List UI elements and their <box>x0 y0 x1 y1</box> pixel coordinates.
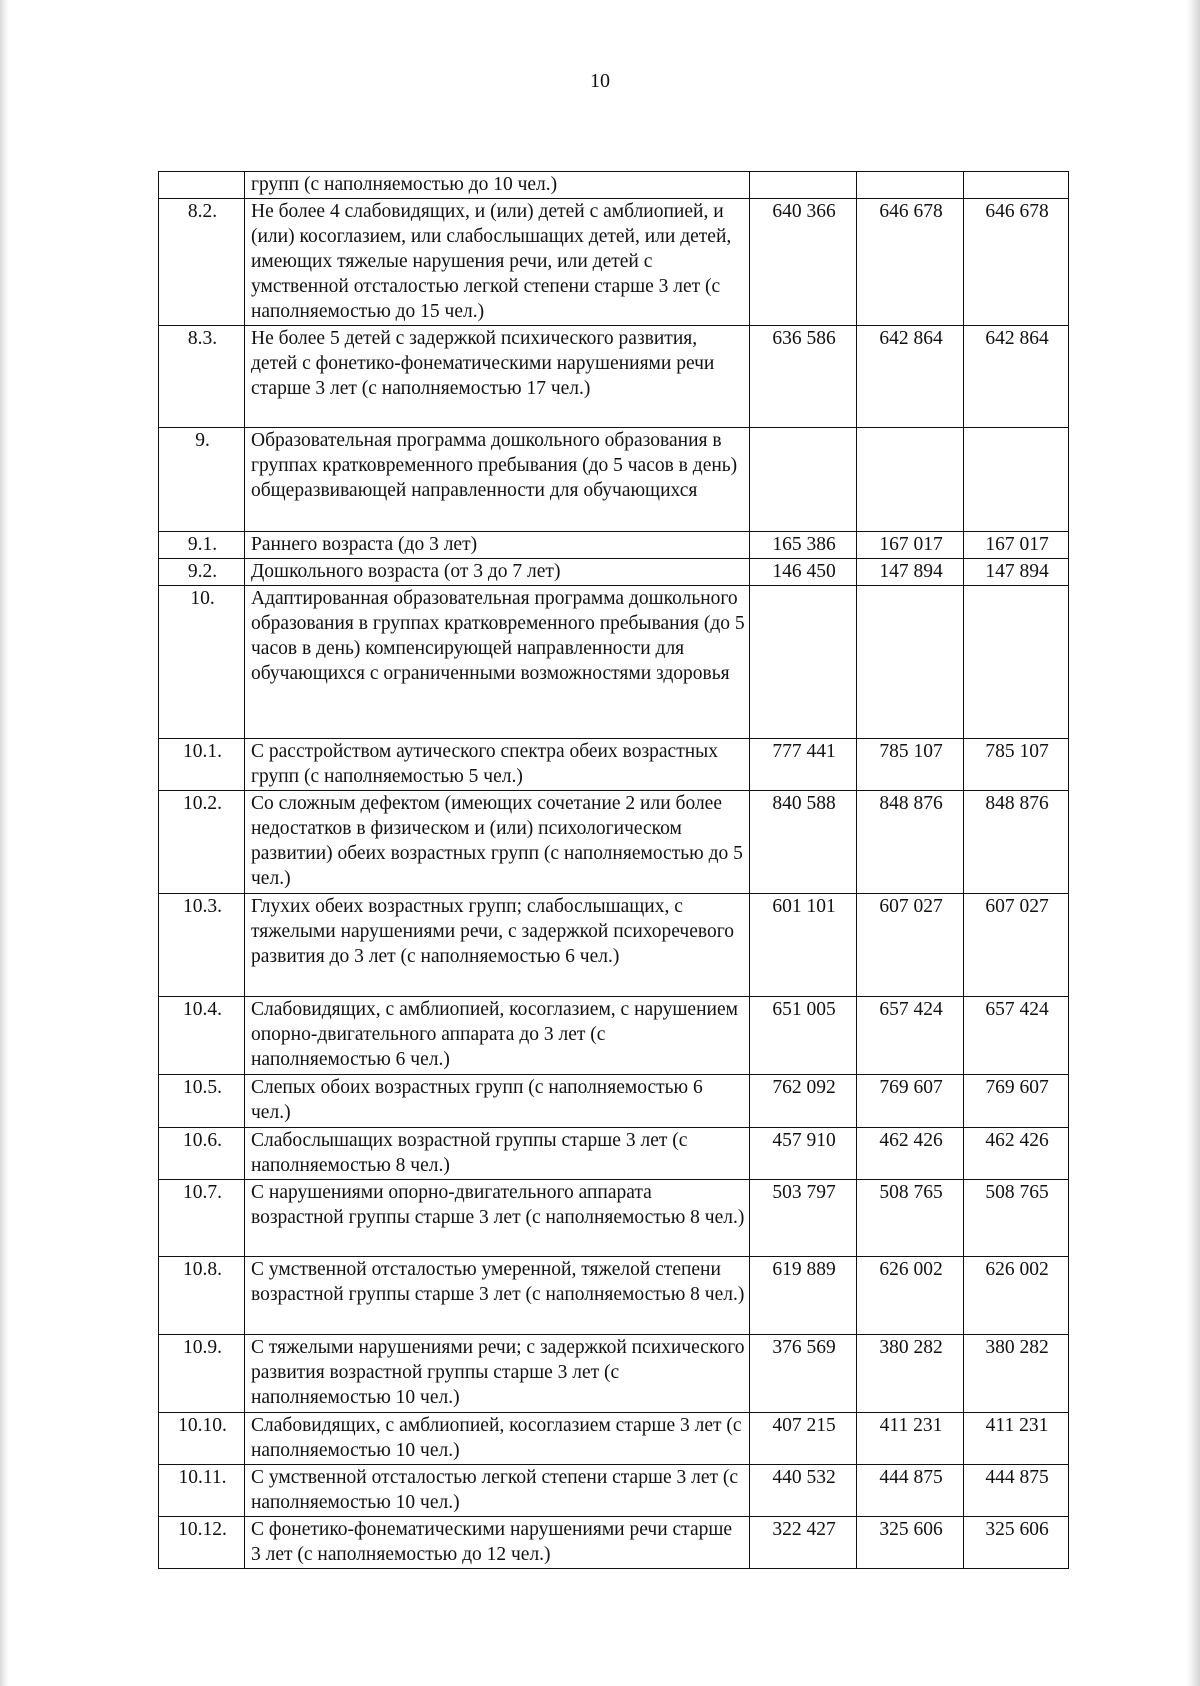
row-number: 8.3. <box>159 326 245 428</box>
row-number: 10.11. <box>159 1465 245 1517</box>
row-description: С умственной отсталостью легкой степени старше 3 лет (с наполняемостью 10 чел.) <box>245 1465 750 1517</box>
table-row <box>159 894 1069 997</box>
row-description: Адаптированная образовательная программа дошкольного образования в группах кратковременного пребывания (до 5 часов в день) компенсирующей направленности для обучающихся с ограниченными возможностями здоровья <box>245 586 750 739</box>
row-number: 10.2. <box>159 791 245 894</box>
row-description: С тяжелыми нарушениями речи; с задержкой психического развития возрастной группы старше 3 лет (с наполняемостью 10 чел.) <box>245 1335 750 1413</box>
row-description: Слабовидящих, с амблиопией, косоглазием старше 3 лет (с наполняемостью 10 чел.) <box>245 1413 750 1465</box>
scan-edge-right <box>1186 0 1200 1686</box>
row-value-3 <box>964 428 1069 532</box>
row-value-3: 646 678 <box>964 199 1069 326</box>
row-value-3: 325 606 <box>964 1517 1069 1569</box>
row-description: Слабослышащих возрастной группы старше 3 лет (с наполняемостью 8 чел.) <box>245 1128 750 1180</box>
row-value-2: 657 424 <box>857 997 964 1075</box>
row-value-3: 462 426 <box>964 1128 1069 1180</box>
row-value-2: 147 894 <box>857 559 964 586</box>
row-value-3: 147 894 <box>964 559 1069 586</box>
row-value-2: 642 864 <box>857 326 964 428</box>
row-value-1: 457 910 <box>750 1128 857 1180</box>
row-value-1: 146 450 <box>750 559 857 586</box>
row-number: 10.8. <box>159 1257 245 1335</box>
row-value-2: 411 231 <box>857 1413 964 1465</box>
row-value-2 <box>857 586 964 739</box>
row-value-3 <box>964 172 1069 199</box>
scan-edge-left <box>0 0 10 1686</box>
row-value-1: 376 569 <box>750 1335 857 1413</box>
row-number: 10.3. <box>159 894 245 997</box>
row-number: 10.10. <box>159 1413 245 1465</box>
row-value-2: 380 282 <box>857 1335 964 1413</box>
row-value-3 <box>964 586 1069 739</box>
row-value-3: 167 017 <box>964 532 1069 559</box>
row-description: Не более 5 детей с задержкой психического развития, детей с фонетико-фонематическими нарушениями речи старше 3 лет (с наполняемостью 17 чел.) <box>245 326 750 428</box>
row-description: С нарушениями опорно-двигательного аппарата возрастной группы старше 3 лет (с наполняемостью 8 чел.) <box>245 1180 750 1257</box>
row-description: Слепых обоих возрастных групп (с наполняемостью 6 чел.) <box>245 1075 750 1128</box>
tariff-table <box>158 171 1069 1569</box>
row-number: 10.4. <box>159 997 245 1075</box>
row-number: 9.2. <box>159 559 245 586</box>
row-description: Раннего возраста (до 3 лет) <box>245 532 750 559</box>
row-value-1: 636 586 <box>750 326 857 428</box>
row-value-2: 626 002 <box>857 1257 964 1335</box>
row-description: С умственной отсталостью умеренной, тяжелой степени возрастной группы старше 3 лет (с наполняемостью 8 чел.) <box>245 1257 750 1335</box>
row-value-2: 462 426 <box>857 1128 964 1180</box>
row-value-2: 325 606 <box>857 1517 964 1569</box>
row-value-1 <box>750 586 857 739</box>
row-description: С фонетико-фонематическими нарушениями речи старше 3 лет (с наполняемостью до 12 чел.) <box>245 1517 750 1569</box>
row-number: 9. <box>159 428 245 532</box>
row-value-1: 619 889 <box>750 1257 857 1335</box>
row-value-3: 380 282 <box>964 1335 1069 1413</box>
row-value-2: 508 765 <box>857 1180 964 1257</box>
table-row <box>159 1257 1069 1335</box>
row-value-2: 167 017 <box>857 532 964 559</box>
row-number: 10.1. <box>159 739 245 791</box>
row-value-3: 626 002 <box>964 1257 1069 1335</box>
table-row <box>159 586 1069 739</box>
row-value-1: 440 532 <box>750 1465 857 1517</box>
table-row <box>159 199 1069 326</box>
row-value-3: 785 107 <box>964 739 1069 791</box>
row-number: 10.6. <box>159 1128 245 1180</box>
table-row <box>159 1075 1069 1128</box>
table-row <box>159 172 1069 199</box>
row-description: С расстройством аутического спектра обеих возрастных групп (с наполняемостью 5 чел.) <box>245 739 750 791</box>
table-row <box>159 1180 1069 1257</box>
table-row <box>159 1465 1069 1517</box>
table-row <box>159 559 1069 586</box>
table-row <box>159 739 1069 791</box>
row-value-2: 444 875 <box>857 1465 964 1517</box>
row-number: 9.1. <box>159 532 245 559</box>
row-description: Образовательная программа дошкольного образования в группах кратковременного пребывания (до 5 часов в день) общеразвивающей направленности для обучающихся <box>245 428 750 532</box>
row-number: 10.12. <box>159 1517 245 1569</box>
row-value-3: 642 864 <box>964 326 1069 428</box>
row-value-2: 785 107 <box>857 739 964 791</box>
row-value-1: 640 366 <box>750 199 857 326</box>
row-number: 10. <box>159 586 245 739</box>
row-value-3: 657 424 <box>964 997 1069 1075</box>
table-row <box>159 326 1069 428</box>
row-value-2 <box>857 428 964 532</box>
table-row <box>159 1413 1069 1465</box>
row-value-1: 651 005 <box>750 997 857 1075</box>
row-description: Со сложным дефектом (имеющих сочетание 2 или более недостатков в физическом и (или) психологическом развитии) обеих возрастных групп (с наполняемостью до 5 чел.) <box>245 791 750 894</box>
row-value-2: 607 027 <box>857 894 964 997</box>
row-value-1 <box>750 172 857 199</box>
row-value-3: 848 876 <box>964 791 1069 894</box>
row-value-1 <box>750 428 857 532</box>
row-number <box>159 172 245 199</box>
row-value-1: 777 441 <box>750 739 857 791</box>
row-value-1: 165 386 <box>750 532 857 559</box>
row-value-3: 444 875 <box>964 1465 1069 1517</box>
row-number: 10.5. <box>159 1075 245 1128</box>
row-description: Слабовидящих, с амблиопией, косоглазием, с нарушением опорно-двигательного аппарата до 3 лет (с наполняемостью 6 чел.) <box>245 997 750 1075</box>
row-value-3: 508 765 <box>964 1180 1069 1257</box>
table-row <box>159 532 1069 559</box>
page-number: 10 <box>590 70 610 92</box>
row-description: групп (с наполняемостью до 10 чел.) <box>245 172 750 199</box>
row-number: 8.2. <box>159 199 245 326</box>
table-row <box>159 997 1069 1075</box>
row-value-1: 407 215 <box>750 1413 857 1465</box>
table-row <box>159 791 1069 894</box>
row-value-2: 769 607 <box>857 1075 964 1128</box>
row-value-2: 646 678 <box>857 199 964 326</box>
table-row <box>159 1128 1069 1180</box>
row-value-1: 601 101 <box>750 894 857 997</box>
row-value-3: 607 027 <box>964 894 1069 997</box>
row-value-1: 840 588 <box>750 791 857 894</box>
row-value-1: 503 797 <box>750 1180 857 1257</box>
table-row <box>159 428 1069 532</box>
row-number: 10.7. <box>159 1180 245 1257</box>
table-row <box>159 1517 1069 1569</box>
row-value-3: 769 607 <box>964 1075 1069 1128</box>
row-value-1: 762 092 <box>750 1075 857 1128</box>
row-number: 10.9. <box>159 1335 245 1413</box>
row-description: Дошкольного возраста (от 3 до 7 лет) <box>245 559 750 586</box>
row-value-3: 411 231 <box>964 1413 1069 1465</box>
row-value-1: 322 427 <box>750 1517 857 1569</box>
row-value-2 <box>857 172 964 199</box>
table-row <box>159 1335 1069 1413</box>
row-description: Глухих обеих возрастных групп; слабослышащих, с тяжелыми нарушениями речи, с задержкой психоречевого развития до 3 лет (с наполняемостью 6 чел.) <box>245 894 750 997</box>
row-value-2: 848 876 <box>857 791 964 894</box>
row-description: Не более 4 слабовидящих, и (или) детей с амблиопией, и (или) косоглазием, или слабослышащих детей, или детей, имеющих тяжелые нарушения речи, или детей с умственной отсталостью легкой степени старше 3 лет (с наполняемостью до 15 чел.) <box>245 199 750 326</box>
